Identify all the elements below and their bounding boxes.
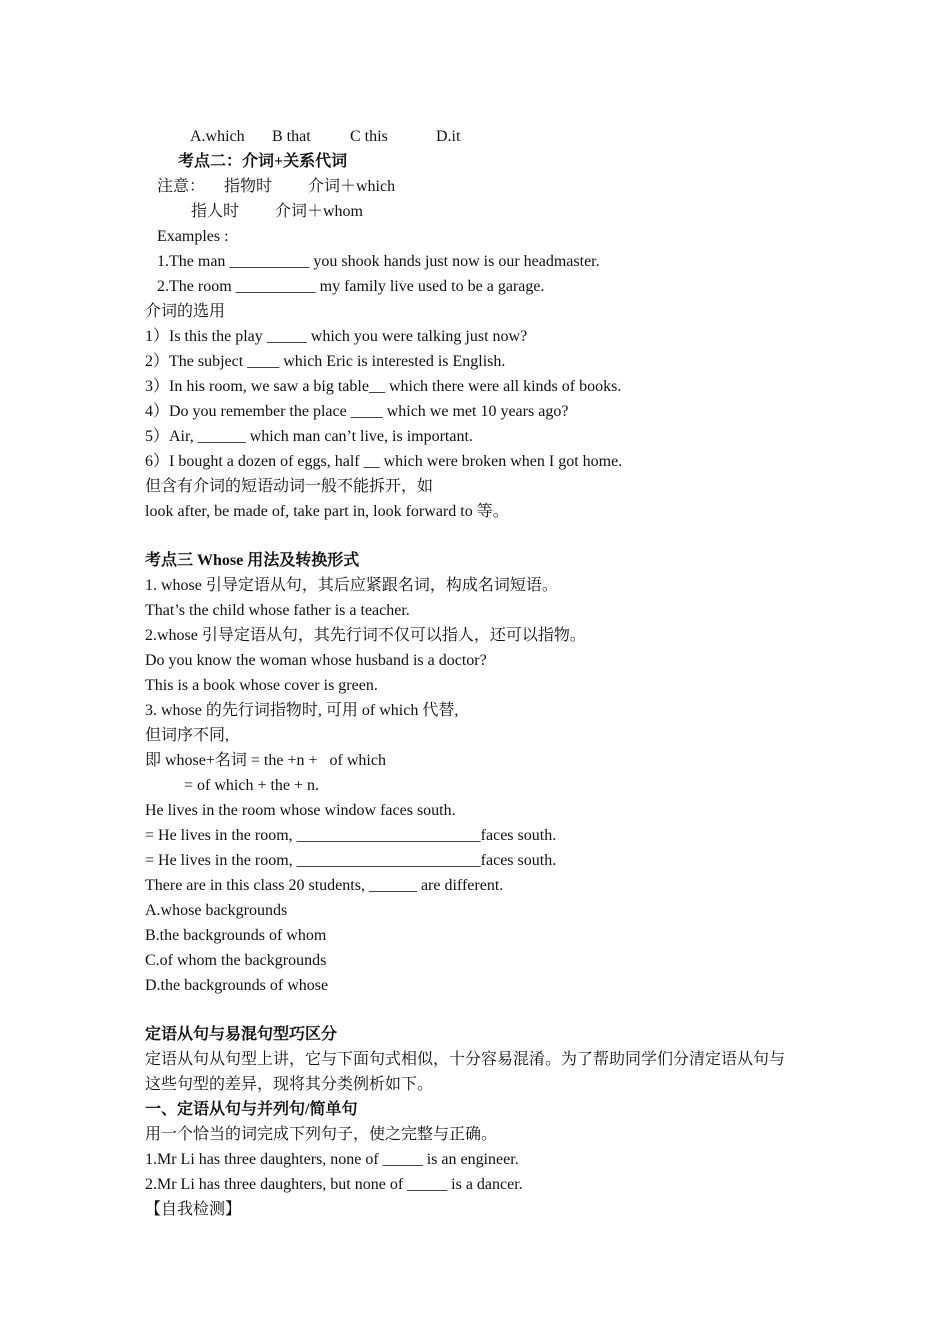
option-d: D.it [436, 128, 461, 145]
exercise-item: 2.Mr Li has three daughters, but none of _____ is a dancer. [145, 1176, 523, 1193]
instruction: 用一个恰当的词完成下列句子，使之完整与正确。 [145, 1126, 498, 1143]
section4-subheading: 一、定语从句与并列句/简单句 [145, 1101, 358, 1118]
whose-line: That’s the child whose father is a teacher. [145, 602, 410, 619]
note-label: 注意： [157, 178, 206, 195]
examples-label: Examples : [157, 228, 229, 245]
whose-line: = He lives in the room, _______________________faces south. [145, 827, 557, 844]
choice-option: A.whose backgrounds [145, 902, 288, 919]
option-b: B that [272, 128, 311, 145]
example-line: 2.The room __________ my family live used to be a garage. [157, 278, 545, 295]
choice-option: C.of whom the backgrounds [145, 952, 327, 969]
whose-line: = He lives in the room, _______________________faces south. [145, 852, 557, 869]
note-thing: 指物时 [224, 178, 273, 195]
whose-line: He lives in the room whose window faces south. [145, 802, 456, 819]
whose-line: There are in this class 20 students, ______ are different. [145, 877, 504, 894]
section2-heading: 考点二：介词+关系代词 [178, 153, 348, 170]
phrasal-note: 但含有介词的短语动词一般不能拆开，如 [145, 478, 434, 495]
choice-option: D.the backgrounds of whose [145, 977, 329, 994]
section3-heading: 考点三 Whose 用法及转换形式 [145, 552, 360, 569]
phrasal-examples: look after, be made of, take part in, look forward to 等。 [145, 503, 509, 520]
section4-heading: 定语从句与易混句型巧区分 [145, 1026, 338, 1043]
intro-line: 这些句型的差异，现将其分类例析如下。 [145, 1076, 434, 1093]
whose-line: 1. whose 引导定语从句，其后应紧跟名词，构成名词短语。 [145, 577, 558, 594]
prep-item: 4）Do you remember the place ____ which we met 10 years ago? [145, 403, 569, 420]
whose-line: 即 whose+名词 = the +n + of which [145, 752, 386, 769]
whose-line: 但词序不同, [145, 727, 230, 744]
option-c: C this [350, 128, 388, 145]
whose-line: Do you know the woman whose husband is a doctor? [145, 652, 487, 669]
note-person: 指人时 [191, 203, 240, 220]
choice-option: B.the backgrounds of whom [145, 927, 327, 944]
note-person-rule: 介词＋whom [275, 203, 364, 220]
prep-item: 5）Air, ______ which man can’t live, is important. [145, 428, 473, 445]
prep-item: 6）I bought a dozen of eggs, half __ which were broken when I got home. [145, 453, 623, 470]
example-line: 1.The man __________ you shook hands just now is our headmaster. [157, 253, 600, 270]
self-check-label: 【自我检测】 [145, 1201, 242, 1218]
prep-item: 3）In his room, we saw a big table__ which there were all kinds of books. [145, 378, 622, 395]
whose-line: 2.whose 引导定语从句，其先行词不仅可以指人，还可以指物。 [145, 627, 586, 644]
note-thing-rule: 介词＋which [308, 178, 396, 195]
prep-item: 1）Is this the play _____ which you were talking just now? [145, 328, 528, 345]
exercise-item: 1.Mr Li has three daughters, none of _____ is an engineer. [145, 1151, 519, 1168]
whose-line: This is a book whose cover is green. [145, 677, 378, 694]
prep-choice-heading: 介词的选用 [145, 303, 226, 320]
intro-line: 定语从句从句型上讲，它与下面句式相似，十分容易混淆。为了帮助同学们分清定语从句与 [145, 1051, 786, 1068]
option-a: A.which [190, 128, 245, 145]
prep-item: 2）The subject ____ which Eric is interested is English. [145, 353, 506, 370]
whose-line: 3. whose 的先行词指物时, 可用 of which 代替, [145, 702, 459, 719]
whose-line: = of which + the + n. [148, 777, 320, 794]
